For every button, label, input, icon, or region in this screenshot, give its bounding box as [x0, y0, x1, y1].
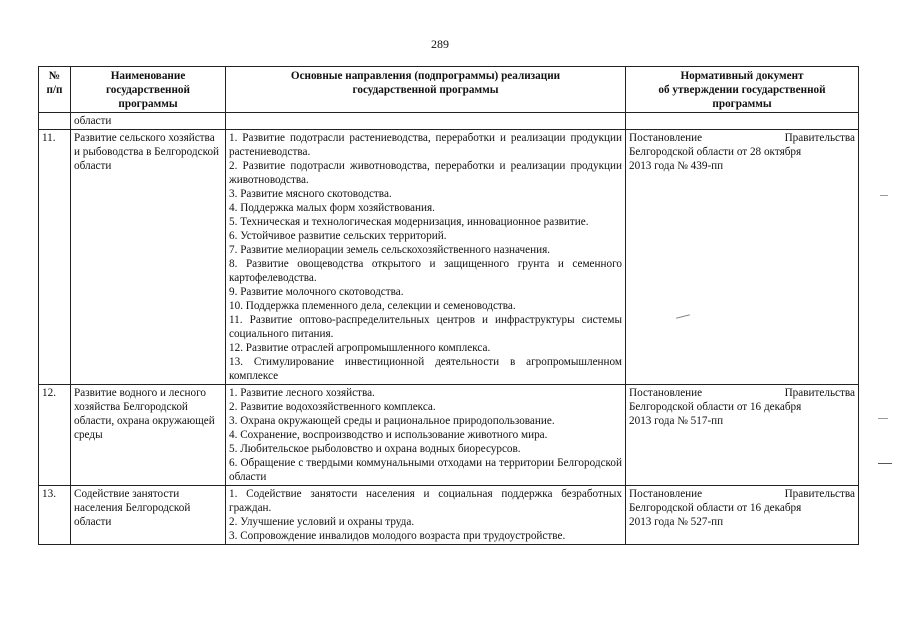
carryover-num-cell	[39, 113, 71, 130]
program-name: Содействие занятости населения Белгородской области	[71, 486, 226, 545]
direction-item: 3. Сопровождение инвалидов молодого возраста при трудоустройстве.	[229, 530, 566, 542]
header-directions: Основные направления (подпрограммы) реализации государственной программы	[226, 67, 626, 113]
programs-table	[38, 66, 859, 545]
header-name: Наименование государственной программы	[71, 67, 226, 113]
program-directions	[226, 486, 626, 545]
table-row	[39, 130, 859, 385]
program-name: Развитие водного и лесного хозяйства Белгородской области, охрана окружающей среды	[71, 385, 226, 486]
normative-document	[626, 486, 859, 545]
direction-item: 6. Устойчивое развитие сельских территорий.	[229, 230, 447, 242]
table-row	[39, 385, 859, 486]
page-number: 289	[431, 37, 449, 51]
document-line: Постановление Правительства	[629, 132, 855, 144]
document-line: Белгородской области от 16 декабря	[629, 502, 802, 514]
program-directions	[226, 385, 626, 486]
scan-mark	[880, 195, 888, 196]
direction-item: 5. Любительское рыболовство и охрана водных биоресурсов.	[229, 443, 521, 455]
normative-document	[626, 130, 859, 385]
table-row-carryover	[39, 113, 859, 130]
direction-item: 4. Поддержка малых форм хозяйствования.	[229, 202, 435, 214]
direction-item: 9. Развитие молочного скотоводства.	[229, 286, 404, 298]
document-line: 2013 года № 527-пп	[629, 516, 724, 528]
row-number: 13.	[39, 486, 71, 545]
direction-item: 2. Развитие водохозяйственного комплекса.	[229, 401, 436, 413]
carryover-directions-cell	[226, 113, 626, 130]
direction-item: 1. Содействие занятости населения и социальная поддержка безработных граждан.	[229, 488, 622, 514]
direction-item: 3. Развитие мясного скотоводства.	[229, 188, 392, 200]
direction-item: 4. Сохранение, воспроизводство и использование животного мира.	[229, 429, 548, 441]
program-name: Развитие сельского хозяйства и рыбоводства в Белгородской области	[71, 130, 226, 385]
document-line: Постановление Правительства	[629, 488, 855, 500]
direction-item: 7. Развитие мелиорации земель сельскохозяйственного назначения.	[229, 244, 551, 256]
document-line: Белгородской области от 28 октября	[629, 146, 802, 158]
direction-item: 13. Стимулирование инвестиционной деятельности в агропромышленном комплексе	[229, 356, 622, 382]
direction-item: 2. Улучшение условий и охраны труда.	[229, 516, 415, 528]
direction-item: 1. Развитие подотрасли растениеводства, переработки и реализации продукции растениеводства.	[229, 132, 622, 158]
direction-item: 8. Развитие овощеводства открытого и защищенного грунта и семенного картофелеводства.	[229, 258, 622, 284]
direction-item: 5. Техническая и технологическая модернизация, инновационное развитие.	[229, 216, 589, 228]
row-number: 11.	[39, 130, 71, 385]
header-document: Нормативный документ об утверждении государственной программы	[626, 67, 859, 113]
normative-document	[626, 385, 859, 486]
carryover-document-cell	[626, 113, 859, 130]
direction-item: 10. Поддержка племенного дела, селекции и семеноводства.	[229, 300, 516, 312]
header-num: № п/п	[39, 67, 71, 113]
program-directions	[226, 130, 626, 385]
direction-item: 12. Развитие отраслей агропромышленного комплекса.	[229, 342, 491, 354]
table-header-row	[39, 67, 859, 113]
direction-item: 2. Развитие подотрасли животноводства, переработки и реализации продукции животноводства.	[229, 160, 622, 186]
direction-item: 11. Развитие оптово-распределительных центров и инфраструктуры системы социального питания.	[229, 314, 622, 340]
direction-item: 6. Обращение с твердыми коммунальными отходами на территории Белгородской области	[229, 457, 622, 483]
document-line: 2013 года № 517-пп	[629, 415, 724, 427]
direction-item: 1. Развитие лесного хозяйства.	[229, 387, 375, 399]
carryover-name-cell: области	[71, 113, 226, 130]
document-line: 2013 года № 439-пп	[629, 160, 724, 172]
scan-mark	[878, 463, 892, 464]
document-line: Белгородской области от 16 декабря	[629, 401, 802, 413]
direction-item: 3. Охрана окружающей среды и рациональное природопользование.	[229, 415, 555, 427]
document-line: Постановление Правительства	[629, 387, 855, 399]
row-number: 12.	[39, 385, 71, 486]
scan-mark	[878, 418, 888, 419]
table-row	[39, 486, 859, 545]
